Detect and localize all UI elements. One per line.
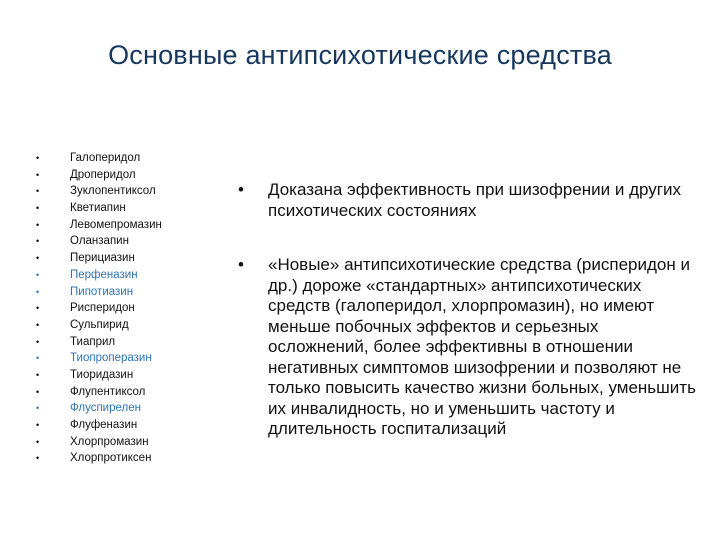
drug-name: Хлорпромазин <box>70 435 149 448</box>
drug-list-item <box>36 217 162 234</box>
drug-name: Флуфеназин <box>70 419 138 431</box>
drug-name: Левомепромазин <box>70 218 162 231</box>
drug-name: Дроперидол <box>70 168 136 181</box>
drug-list-item <box>36 367 162 384</box>
bullet-icon: • <box>36 386 40 397</box>
drug-list-item <box>36 400 162 417</box>
bullet-icon: • <box>36 436 40 447</box>
drug-list-item <box>36 167 162 184</box>
bullet-icon: • <box>36 153 40 163</box>
bullet-icon: • <box>36 253 40 264</box>
drug-list-item <box>36 417 162 434</box>
drug-list-item <box>36 267 162 284</box>
drug-name: Тиоридазин <box>70 368 134 381</box>
drug-name: Сульпирид <box>70 318 129 331</box>
key-point-text: Доказана эффективность при шизофрении и других психотических состояниях <box>268 180 681 220</box>
key-point <box>238 180 708 221</box>
key-point <box>238 255 708 440</box>
bullet-icon: • <box>36 236 40 247</box>
bullet-icon: • <box>36 269 40 280</box>
key-points <box>238 180 708 440</box>
drug-list-item <box>36 150 162 167</box>
bullet-icon: • <box>238 255 244 274</box>
key-point-text: «Новые» антипсихотические средства (рисперидон и др.) дороже «стандартных» антипсихотических средств (галоперидол, хлорпромазин), но имеют меньше побочных эффектов и серьезных осложнений, более эффективны в отношении негативных симптомов шизофрении и позволяют не только повысить качество жизни больных, уменьшить их инвалидность, но и уменьшить частоту и длительность госпитализаций <box>268 255 696 438</box>
drug-name: Галоперидол <box>70 152 141 164</box>
drug-name: Хлорпротиксен <box>70 452 152 465</box>
drug-list-item <box>36 300 162 317</box>
drug-list-item <box>36 284 162 301</box>
drug-name: Перициазин <box>70 252 135 265</box>
bullet-icon: • <box>36 369 40 380</box>
drug-list <box>36 150 162 467</box>
bullet-icon: • <box>36 186 40 197</box>
drug-name: Флупентиксол <box>70 385 146 398</box>
drug-name: Оланзапин <box>70 235 129 248</box>
drug-list-item <box>36 434 162 451</box>
bullet-icon: • <box>36 420 40 430</box>
drug-list-item <box>36 334 162 351</box>
drug-list-item <box>36 233 162 250</box>
bullet-icon: • <box>238 180 244 199</box>
drug-name: Флуспирелен <box>70 402 141 415</box>
drug-list-item <box>36 200 162 217</box>
drug-name: Пипотиазин <box>70 285 134 298</box>
bullet-icon: • <box>36 203 40 214</box>
bullet-icon: • <box>36 219 40 230</box>
drug-name: Кветиапин <box>70 202 126 215</box>
drug-list-item <box>36 350 162 367</box>
slide-title: Основные антипсихотические средства <box>108 40 612 70</box>
drug-list-item <box>36 450 162 467</box>
bullet-icon: • <box>36 453 40 464</box>
bullet-icon: • <box>36 403 40 414</box>
bullet-icon: • <box>36 169 40 180</box>
drug-name: Тиопроперазин <box>70 352 152 365</box>
drug-name: Тиаприл <box>70 335 116 348</box>
drug-list-item <box>36 384 162 401</box>
drug-name: Перфеназин <box>70 268 138 281</box>
bullet-icon: • <box>36 286 40 297</box>
drug-name: Зуклопентиксол <box>70 185 156 198</box>
bullet-icon: • <box>36 336 40 347</box>
bullet-icon: • <box>36 319 40 330</box>
drug-name: Рисперидон <box>70 302 135 315</box>
drug-list-item <box>36 250 162 267</box>
bullet-icon: • <box>36 303 40 314</box>
drug-list-item <box>36 183 162 200</box>
drug-list-item <box>36 317 162 334</box>
bullet-icon: • <box>36 353 40 364</box>
